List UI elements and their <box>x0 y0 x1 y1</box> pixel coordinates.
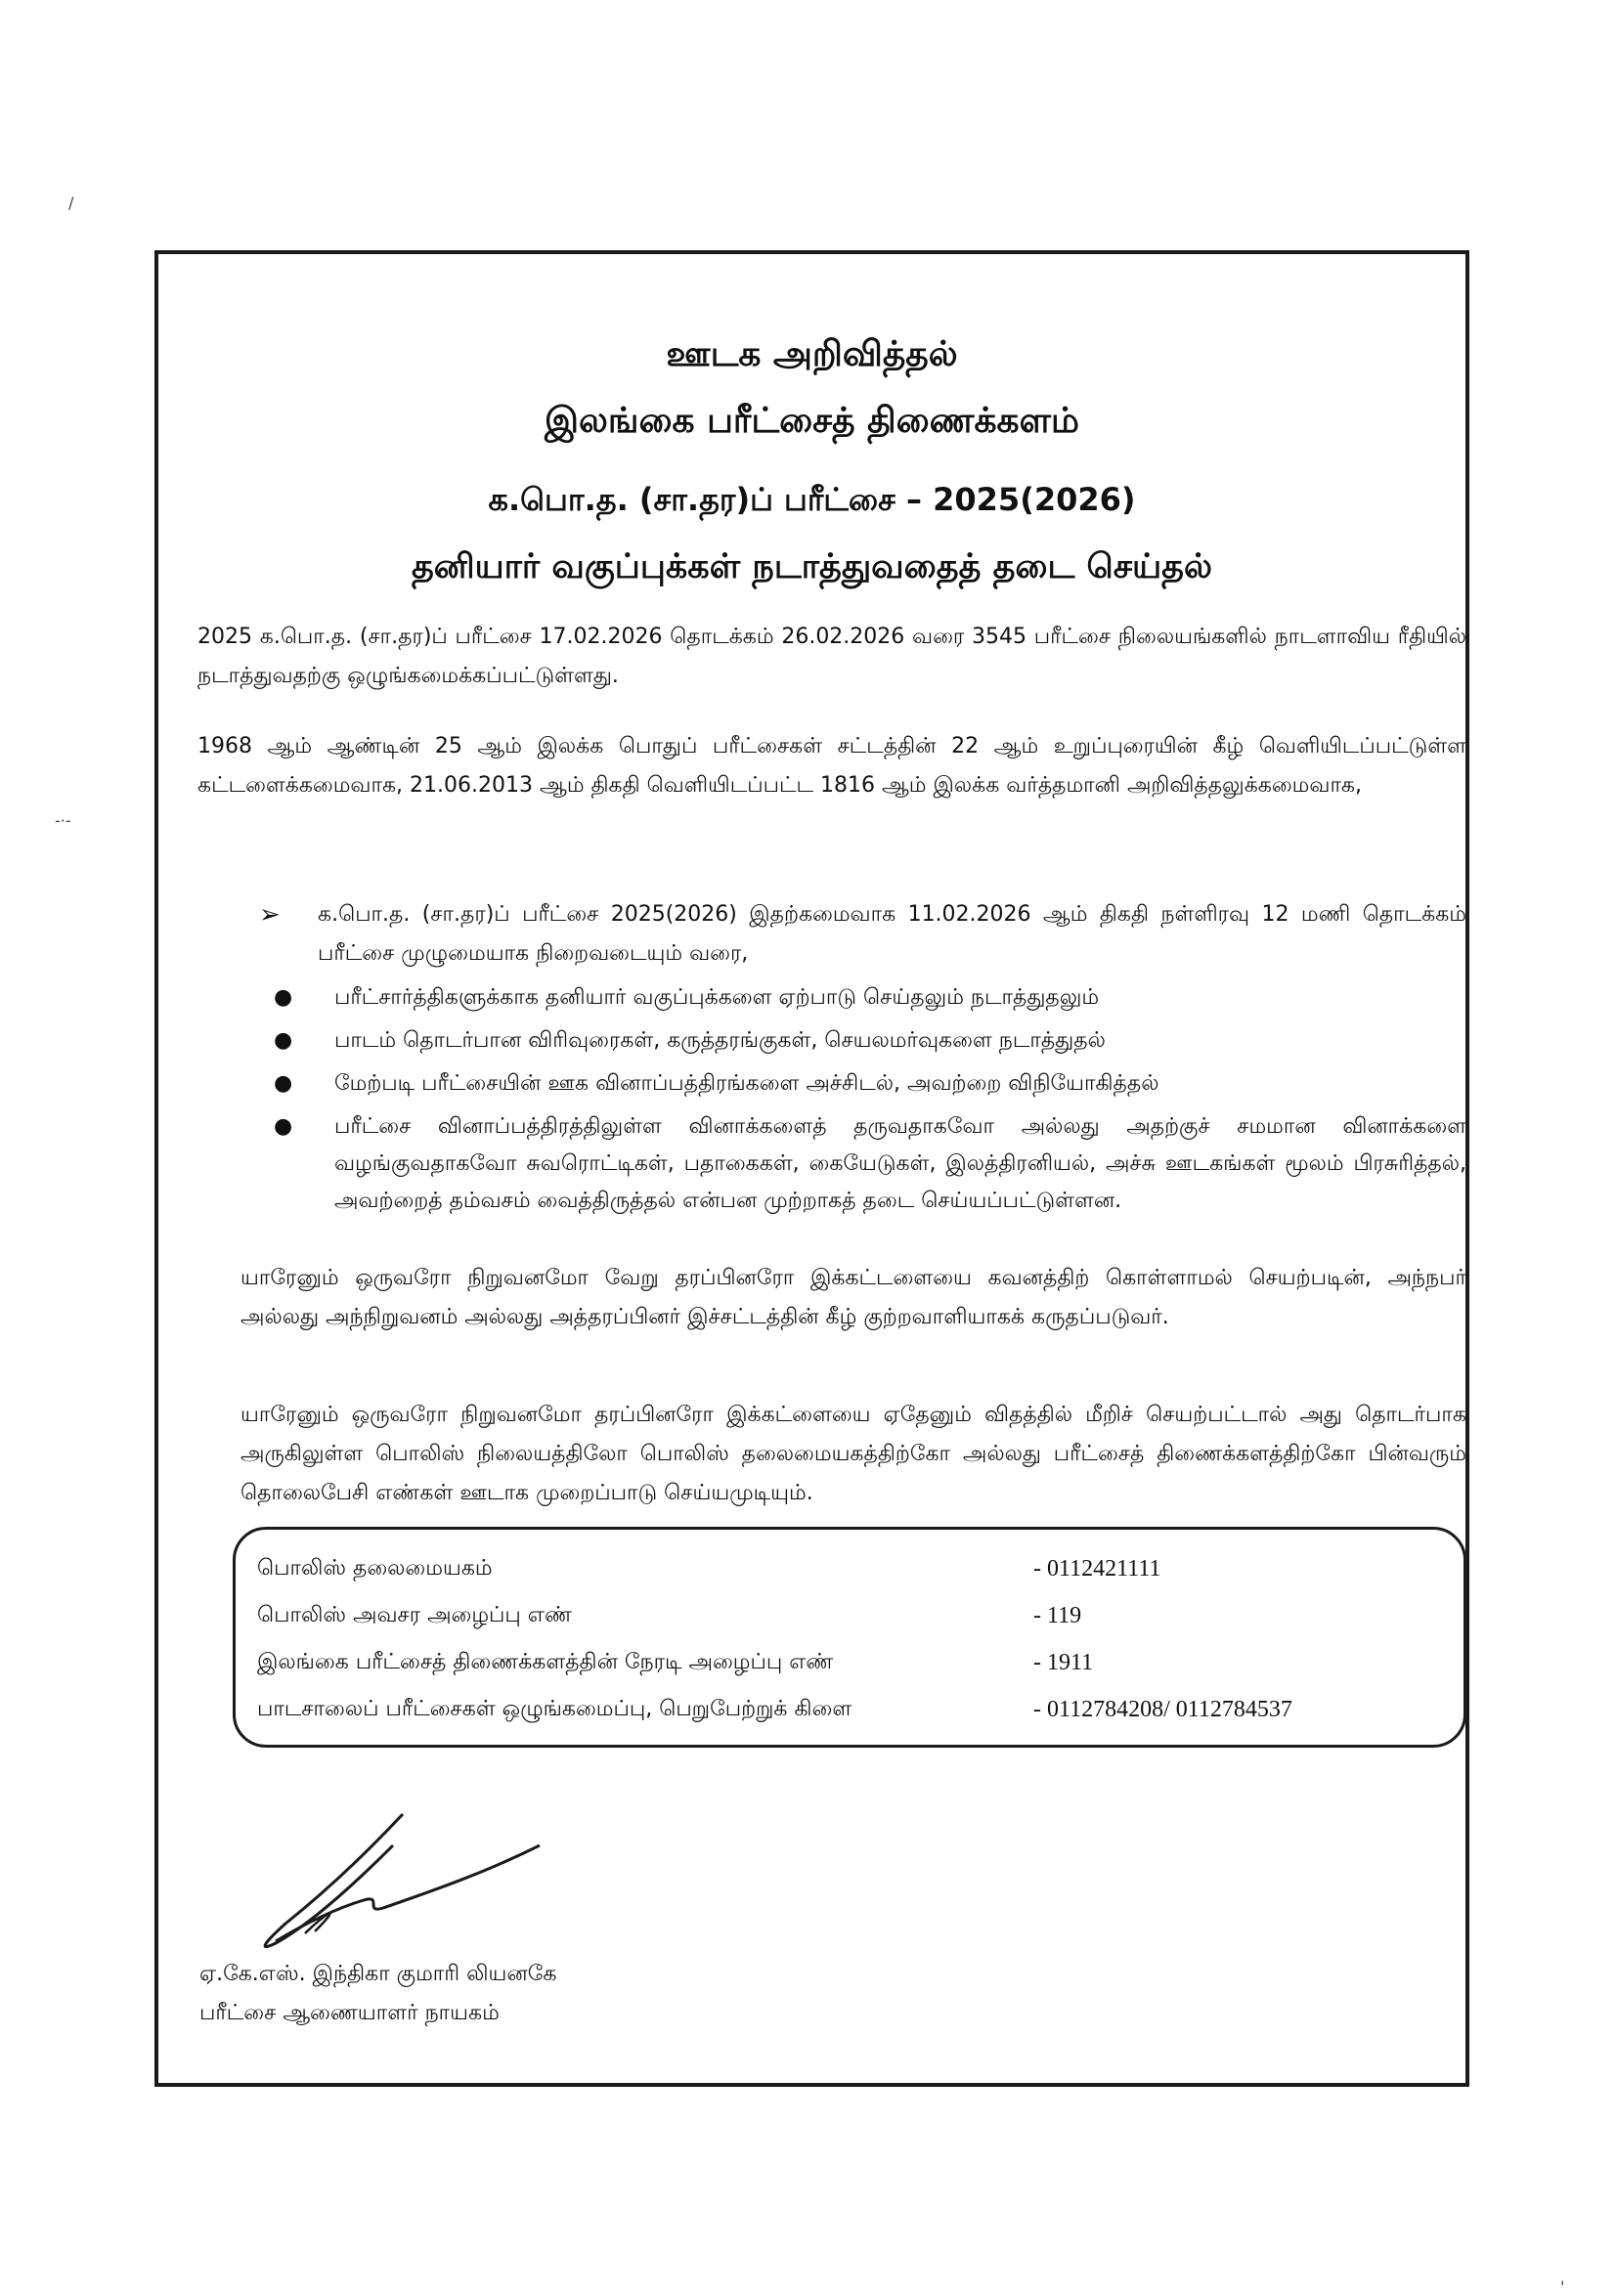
contact-label: பொலிஸ் தலைமையகம் <box>257 1556 493 1581</box>
contact-row <box>236 1690 1463 1729</box>
offence-paragraph: யாரேனும் ஒருவரோ நிறுவனமோ வேறு தரப்பினரோ இக்கட்டளையை கவனத்திற் கொள்ளாமல் செயற்படின், அந்நபர் அல்லது அந்நிறுவனம் அல்லது அத்தரப்பினர் இச்சட்டத்தின் கீழ் குற்றவாளியாகக் கருதப்படுவர். <box>240 1266 1466 1329</box>
list-item <box>266 979 1466 1017</box>
legal-basis-paragraph: 1968 ஆம் ஆண்டின் 25 ஆம் இலக்க பொதுப் பரீட்சைகள் சட்டத்தின் 22 ஆம் உறுப்புரையின் கீழ் வெளியிடப்பட்டுள்ள கட்டளைக்கமைவாக, 21.06.2013 ஆம் திகதி வெளியிடப்பட்ட 1816 ஆம் இலக்க வர்த்தமானி அறிவித்தலுக்கமைவாக, <box>197 734 1466 798</box>
contact-row <box>236 1549 1463 1588</box>
bullet-dot-icon: ● <box>274 1071 293 1096</box>
list-item-text: பரீட்சார்த்திகளுக்காக தனியார் வகுப்புக்களை ஏற்பாடு செய்தலும் நடாத்துதலும் <box>334 985 1100 1010</box>
prohibited-activities-list <box>266 979 1466 1226</box>
complaint-paragraph: யாரேனும் ஒருவரோ நிறுவனமோ தரப்பினரோ இக்கட்ளையை ஏதேனும் விதத்தில் மீறிச் செயற்பட்டால் அது தொடர்பாக அருகிலுள்ள பொலிஸ் நிலையத்திலோ பொலிஸ் தலைமையகத்திற்கோ அல்லது பரீட்சைத் திணைக்களத்திற்கோ பின்வரும் தொலைபேசி எண்கள் ஊடாக முறைப்பாடு செய்யமுடியும். <box>240 1403 1466 1505</box>
list-item-text: பரீட்சை வினாப்பத்திரத்திலுள்ள வினாக்களைத் தருவதாகவோ அல்லது அதற்குச் சமமான வினாக்களை வழங்குவதாகவோ சுவரொட்டிகள், பதாகைகள், கையேடுகள், இலத்திரனியல், அச்சு ஊடகங்கள் மூலம் பிரசுரித்தல், அவற்றைத் தம்வசம் வைத்திருத்தல் என்பன முற்றாகத் தடை செய்யப்பட்டுள்ளன. <box>334 1114 1466 1213</box>
contact-label: இலங்கை பரீட்சைத் திணைக்களத்தின் நேரடி அழைப்பு எண் <box>257 1650 834 1674</box>
bullet-dot-icon: ● <box>274 985 293 1010</box>
main-point-text: க.பொ.த. (சா.தர)ப் பரீட்சை 2025(2026) இதற்கமைவாக 11.02.2026 ஆம் திகதி நள்ளிரவு 12 மணி தொடக்கம் பரீட்சை முழுமையாக நிறைவடையும் வரை, <box>318 902 1466 966</box>
notice-type-heading: ஊடக அறிவித்தல் <box>666 334 958 374</box>
contact-numbers-box <box>233 1527 1466 1748</box>
exam-heading: க.பொ.த. (சா.தர)ப் பரீட்சை – 2025(2026) <box>488 481 1136 518</box>
contact-number: - 1911 <box>1033 1650 1094 1675</box>
contact-row <box>236 1596 1463 1635</box>
bullet-dot-icon: ● <box>274 1028 293 1053</box>
contact-label: பாடசாலைப் பரீட்சைகள் ஒழுங்கமைப்பு, பெறுபேற்றுக் கிளை <box>257 1697 852 1721</box>
exam-schedule-paragraph: 2025 க.பொ.த. (சா.தர)ப் பரீட்சை 17.02.2026 தொடக்கம் 26.02.2026 வரை 3545 பரீட்சை நிலையங்களில் நாடளாவிய ரீதியில் நடாத்துவதற்கு ஒழுங்கமைக்கப்பட்டுள்ளது. <box>197 625 1466 688</box>
scan-mark: ' <box>1560 2277 1565 2296</box>
contact-number: - 0112421111 <box>1033 1556 1161 1581</box>
department-heading: இலங்கை பரீட்சைத் திணைக்களம் <box>545 401 1079 441</box>
contact-label: பொலிஸ் அவசர அழைப்பு எண் <box>257 1603 572 1627</box>
list-item <box>266 1022 1466 1060</box>
scan-mark: -·- <box>55 811 71 830</box>
bullet-dot-icon: ● <box>274 1114 293 1139</box>
handwritten-signature <box>246 1806 579 1963</box>
signatory-name: ஏ.கே.எஸ். இந்திகா குமாரி லியனகே <box>199 1962 557 1986</box>
signatory-title: பரீட்சை ஆணையாளர் நாயகம் <box>199 2001 500 2025</box>
arrow-bullet-icon: ➢ <box>259 900 281 930</box>
list-item <box>266 1065 1466 1103</box>
press-release-frame <box>154 250 1469 2087</box>
list-item-text: பாடம் தொடர்பான விரிவுரைகள், கருத்தரங்குகள், செயலமர்வுகளை நடாத்துதல் <box>334 1028 1106 1053</box>
contact-row <box>236 1643 1463 1682</box>
contact-number: - 119 <box>1033 1603 1082 1628</box>
scan-mark: / <box>68 194 74 212</box>
list-item-text: மேற்படி பரீட்சையின் ஊக வினாப்பத்திரங்களை அச்சிடல், அவற்றை விநியோகித்தல் <box>334 1071 1159 1096</box>
subject-heading: தனியார் வகுப்புக்கள் நடாத்துவதைத் தடை செய்தல் <box>411 547 1213 586</box>
contact-number: - 0112784208/ 0112784537 <box>1033 1697 1292 1722</box>
list-item <box>266 1108 1466 1220</box>
